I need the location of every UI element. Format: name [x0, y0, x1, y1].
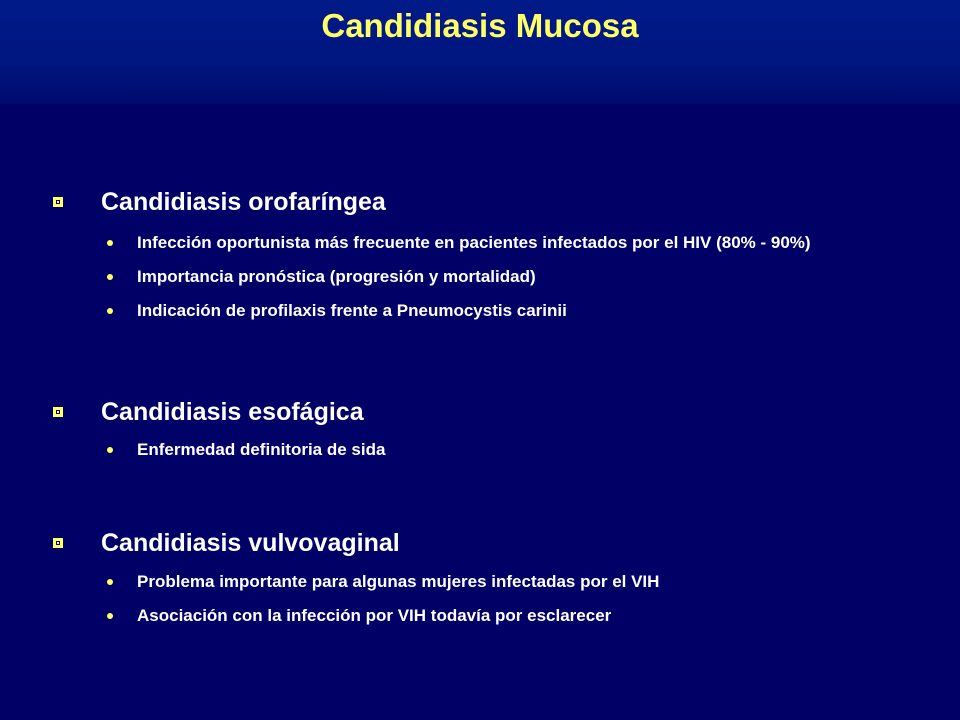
list-item	[0, 438, 960, 462]
section-heading: Candidiasis esofágica	[101, 398, 364, 426]
section-heading-row	[0, 395, 960, 431]
section-vulvovaginal	[0, 526, 960, 628]
bullet-list	[0, 438, 960, 462]
list-item-text: Asociación con la infección por VIH todavía por esclarecer	[137, 606, 612, 625]
list-item	[0, 231, 960, 255]
bullet-list	[0, 231, 960, 323]
square-bullet-icon	[53, 197, 63, 207]
square-bullet-icon	[53, 407, 63, 417]
section-orofaringea	[0, 185, 960, 323]
dot-bullet-icon	[107, 579, 113, 585]
dot-bullet-icon	[107, 308, 113, 314]
section-heading-row	[0, 526, 960, 562]
slide-title: Candidiasis Mucosa	[321, 7, 639, 44]
section-heading-row	[0, 185, 960, 221]
dot-bullet-icon	[107, 613, 113, 619]
section-esofagica	[0, 395, 960, 462]
dot-bullet-icon	[107, 240, 113, 246]
section-heading: Candidiasis orofaríngea	[101, 188, 386, 216]
list-item-text: Indicación de profilaxis frente a Pneumocystis carinii	[137, 301, 567, 320]
list-item-text: Problema importante para algunas mujeres infectadas por el VIH	[137, 572, 660, 591]
section-heading: Candidiasis vulvovaginal	[101, 529, 400, 557]
dot-bullet-icon	[107, 274, 113, 280]
dot-bullet-icon	[107, 447, 113, 453]
list-item-text: Enfermedad definitoria de sida	[137, 440, 386, 459]
list-item	[0, 265, 960, 289]
list-item	[0, 299, 960, 323]
bullet-list	[0, 570, 960, 628]
square-bullet-icon	[53, 538, 63, 548]
list-item-text: Infección oportunista más frecuente en pacientes infectados por el HIV (80% - 90%)	[137, 233, 811, 252]
list-item	[0, 604, 960, 628]
list-item	[0, 570, 960, 594]
list-item-text: Importancia pronóstica (progresión y mortalidad)	[137, 267, 536, 286]
